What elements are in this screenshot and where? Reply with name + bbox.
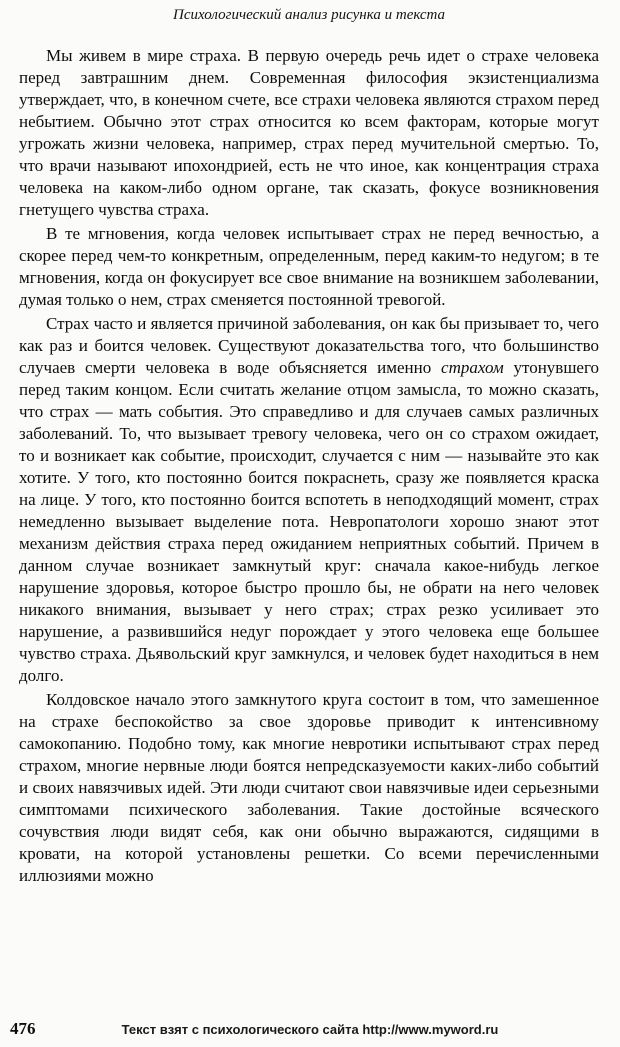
page-number: 476: [10, 1019, 36, 1038]
paragraph: [19, 689, 599, 887]
page-footer: [0, 1016, 620, 1040]
text-segment: страхом: [441, 358, 504, 377]
source-note: Текст взят с психологического сайта http://www.myword.ru: [121, 1022, 499, 1037]
page-header-title: Психологический анализ рисунка и текста: [172, 7, 445, 23]
paragraph: [19, 45, 599, 221]
paragraph: [19, 313, 599, 687]
paragraph: [19, 223, 599, 311]
text-segment: Мы живем в мире страха. В первую очередь речь идет о страхе человека перед завтрашним днем. Современная философия экзистенциализма утверждает, что, в конечном счете, все страхи человека являются страхом перед небытием. Обычно этот страх относится ко всем факторам, которые могут угрожать жизни человека, например, страх перед мучительной смертью. То, что врачи называют ипохондрией, есть не что иное, как концентрация страха человека на каком-либо одном органе, так сказать, фокусе возникновения гнетущего чувства страха.: [19, 46, 599, 219]
text-segment: Колдовское начало этого замкнутого круга состоит в том, что замешенное на страхе беспокойство за свое здоровье приводит к интенсивному самокопанию. Подобно тому, как многие невротики испытывают страх перед страхом, многие нервные люди боятся непредсказуемости каких-либо событий и своих навязчивых идей. Эти люди считают свои навязчивые идеи серьезными симптомами психического заболевания. Такие достойные всяческого сочувствия люди видят себя, как они обычно выражаются, сидящими в кровати, на которой установлены решетки. Со всеми перечисленными иллюзиями можно: [19, 690, 599, 885]
text-segment: В те мгновения, когда человек испытывает страх не перед вечностью, а скорее перед чем-то конкретным, определенным, перед каким-то недугом; в те мгновения, когда он фокусирует все свое внимание на возникшем заболевании, думая только о нем, страх сменяется постоянной тревогой.: [19, 224, 599, 309]
text-segment: Страх часто и является причиной заболевания, он как бы призывает то, чего как раз и боится человек. Существуют доказательства того, что большинство случаев смерти человека в воде объясняется именно: [19, 314, 599, 377]
text-segment: утонувшего перед таким концом. Если считать желание отцом замысла, то можно сказать, что страх — мать события. Это справедливо и для случаев самых различных заболеваний. То, что вызывает тревогу человека, чего он со страхом ожидает, то и возникает как событие, происходит, случается с ним — называйте это как хотите. У того, кто постоянно боится покраснеть, сразу же появляется краска на лице. У того, кто постоянно боится вспотеть в неподходящий момент, страх немедленно вызывает выделение пота. Невропатологи хорошо знают этот механизм действия страха перед ожиданием неприятных событий. Причем в данном случае возникает замкнутый круг: сначала какое-нибудь легкое нарушение здоровья, которое быстро прошло бы, не обрати на него человек никакого внимания, вызывает у него страх; страх резко усиливает это нарушение, а развившийся недуг порождает у этого человека еще большее чувство страха. Дьявольский круг замкнулся, и человек будет находиться в нем долго.: [19, 358, 599, 685]
body-text: [19, 45, 599, 887]
